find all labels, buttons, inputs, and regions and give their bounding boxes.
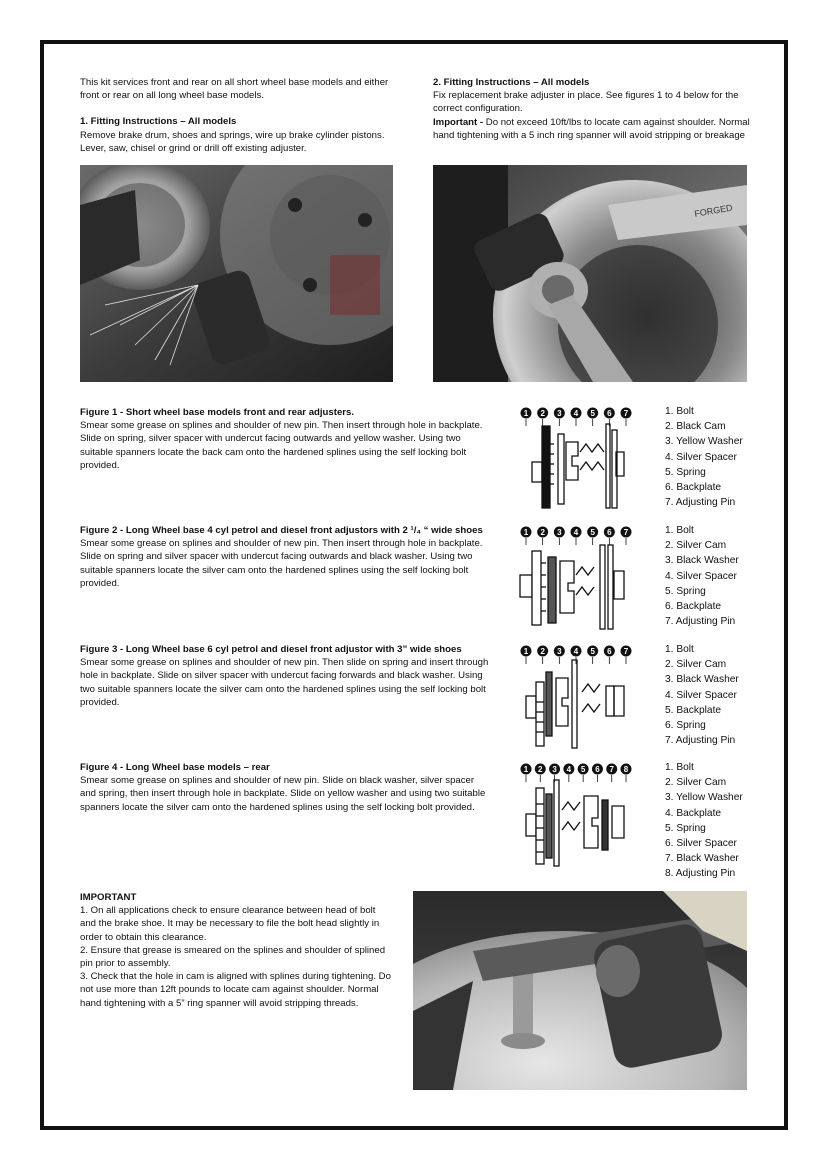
section2-important-label: Important - bbox=[433, 116, 484, 128]
figure-4-badge-number: 8 bbox=[623, 765, 629, 774]
figure-3-text bbox=[80, 643, 490, 709]
figure-2-legend-item: 7. Adjusting Pin bbox=[665, 616, 736, 628]
figure-4-badge-number: 7 bbox=[609, 765, 614, 774]
ratchet-photo bbox=[433, 165, 747, 382]
figure-1-legend-item: 2. Black Cam bbox=[665, 421, 726, 433]
figure-2-legend-item: 5. Spring bbox=[665, 585, 706, 597]
important-item-2: 2. Ensure that grease is smeared on the splines and shoulder of splined pin prior to assembly. bbox=[80, 944, 386, 970]
figure-2-legend-item: 2. Silver Cam bbox=[665, 540, 727, 552]
figure-2-text bbox=[80, 524, 490, 590]
figure-2-title: Figure 2 - Long Wheel base 4 cyl petrol and diesel front adjustors with 2 ¹/₄ “ wide shoes bbox=[80, 525, 483, 536]
figure-3-badge-number: 7 bbox=[623, 647, 629, 656]
figure-3-badge-number: 5 bbox=[590, 647, 595, 656]
figure-4-legend-item: 6. Silver Spacer bbox=[665, 838, 737, 850]
figure-4-badge-number: 6 bbox=[595, 765, 600, 774]
figure-4-badge-number: 4 bbox=[566, 765, 572, 774]
figure-3-badge-number: 2 bbox=[540, 647, 545, 656]
important-section bbox=[80, 891, 392, 1010]
figure-3-legend-item: 7. Adjusting Pin bbox=[665, 735, 736, 747]
section2-text bbox=[433, 76, 751, 142]
important-title: IMPORTANT bbox=[80, 892, 137, 903]
figure-2-number-badges bbox=[521, 527, 632, 546]
spanner-photo-image bbox=[413, 891, 747, 1090]
figure-3-diagram bbox=[514, 642, 644, 752]
figure-3-badge-number: 6 bbox=[607, 647, 612, 656]
ratchet-photo-image bbox=[433, 165, 747, 382]
figure-3-legend-item: 2. Silver Cam bbox=[665, 659, 727, 671]
figure-3-legend-item: 1. Bolt bbox=[665, 644, 694, 655]
figure-4-text bbox=[80, 761, 490, 814]
figure-1-legend bbox=[665, 404, 743, 510]
figure-4-diagram bbox=[514, 760, 644, 870]
section2-body: Fix replacement brake adjuster in place. See figures 1 to 4 below for the correct configuration. bbox=[433, 90, 739, 115]
figure-1-badge-number: 4 bbox=[573, 409, 579, 418]
figure-4-legend bbox=[665, 760, 743, 882]
figure-4-badge-number: 1 bbox=[523, 765, 529, 774]
figure-4-legend-item: 7. Black Washer bbox=[665, 853, 739, 865]
section2-title: 2. Fitting Instructions – All models bbox=[433, 77, 590, 88]
figure-2-legend-item: 6. Backplate bbox=[665, 601, 722, 613]
figure-3-badge-number: 1 bbox=[523, 647, 529, 656]
figure-1-diagram bbox=[514, 404, 644, 514]
figure-3-legend-item: 6. Spring bbox=[665, 720, 706, 732]
figure-1-legend-item: 6. Backplate bbox=[665, 482, 722, 494]
figure-2-badge-number: 3 bbox=[557, 528, 562, 537]
figure-3-legend-item: 4. Silver Spacer bbox=[665, 689, 737, 701]
figure-1-badge-number: 1 bbox=[523, 409, 529, 418]
intro-paragraph: This kit services front and rear on all short wheel base models and either front or rear on all long wheel base models. bbox=[80, 77, 389, 102]
figure-2-legend bbox=[665, 523, 739, 629]
figure-1-legend-item: 7. Adjusting Pin bbox=[665, 497, 736, 509]
figure-2-legend-item: 3. Black Washer bbox=[665, 555, 739, 567]
figure-1-number-badges bbox=[521, 408, 632, 427]
figure-2-badge-number: 7 bbox=[623, 528, 629, 537]
figure-3-title: Figure 3 - Long Wheel base 6 cyl petrol and diesel front adjustor with 3” wide shoes bbox=[80, 644, 462, 655]
figure-2-badge-number: 6 bbox=[607, 528, 612, 537]
figure-4-legend-item: 5. Spring bbox=[665, 822, 706, 834]
figure-1-badge-number: 7 bbox=[623, 409, 629, 418]
figure-2-legend-item: 1. Bolt bbox=[665, 525, 694, 536]
figure-4-badge-number: 5 bbox=[580, 765, 586, 774]
figure-1-legend-item: 5. Spring bbox=[665, 466, 706, 478]
grinder-photo bbox=[80, 165, 393, 382]
section1-body: Remove brake drum, shoes and springs, wire up brake cylinder pistons. Lever, saw, chisel or grind or drill off existing adjuster. bbox=[80, 129, 385, 154]
figure-3-legend bbox=[665, 642, 739, 748]
spanner-photo bbox=[413, 891, 747, 1090]
section2-important-body: Do not exceed 10ft/lbs to locate cam against shoulder. Normal hand tightening with a 5 inch ring spanner will avoid stripping or breakage bbox=[433, 116, 750, 141]
figure-2-badge-number: 2 bbox=[540, 528, 545, 537]
important-item-1: 1. On all applications check to ensure clearance between head of bolt and the brake shoe. It may be necessary to file the bolt head slightly in order to obtain this clearance. bbox=[80, 905, 380, 943]
figure-4-number-badges bbox=[521, 764, 632, 783]
figure-1-title: Figure 1 - Short wheel base models front and rear adjusters. bbox=[80, 407, 355, 418]
figure-1-legend-item: 4. Silver Spacer bbox=[665, 451, 737, 463]
figure-2-body: Smear some grease on splines and shoulder of new pin. Then insert through hole in backplate. Slide on spring and silver spacer with undercut facing outwards and black washer. Using two suitable spanners locate the silver cam onto the hardened splines using the self locking bolt provided. bbox=[80, 538, 483, 589]
figure-4-legend-item: 1. Bolt bbox=[665, 762, 694, 773]
figure-1-badge-number: 5 bbox=[590, 409, 595, 418]
figure-1-badge-number: 3 bbox=[557, 409, 562, 418]
intro-text bbox=[80, 76, 390, 155]
figure-2-badge-number: 1 bbox=[523, 528, 529, 537]
figure-4-badge-number: 3 bbox=[552, 765, 557, 774]
figure-1-text bbox=[80, 406, 490, 472]
figure-4-legend-item: 2. Silver Cam bbox=[665, 777, 727, 789]
figure-3-body: Smear some grease on splines and shoulder of new pin. Then slide on spring and insert through hole in backplate. Slide on silver spacer with undercut facing forwards and black washer. Using two suitable spanners locate the silver cam onto the hardened splines using the self locking bolt provided. bbox=[80, 657, 489, 708]
figure-4-legend-item: 8. Adjusting Pin bbox=[665, 868, 736, 880]
figure-4-badge-number: 2 bbox=[538, 765, 543, 774]
figure-2-diagram bbox=[514, 523, 644, 633]
figure-4-body: Smear some grease on splines and shoulder of new pin. Slide on black washer, silver spacer and spring, then insert through hole in backplate. Slide on yellow washer and using two suitable spanners locate the silver cam onto the hardened splines using the self locking bolt provided. bbox=[80, 775, 486, 813]
figure-3-legend-item: 5. Backplate bbox=[665, 704, 722, 716]
figure-1-badge-number: 2 bbox=[540, 409, 545, 418]
figure-2-badge-number: 4 bbox=[573, 528, 579, 537]
wrench-forged-label: FORGED bbox=[693, 202, 734, 219]
grinder-photo-image bbox=[80, 165, 393, 382]
figure-3-badge-number: 4 bbox=[573, 647, 579, 656]
figure-3-badge-number: 3 bbox=[557, 647, 562, 656]
figure-2-badge-number: 5 bbox=[590, 528, 595, 537]
figure-4-legend-item: 4. Backplate bbox=[665, 807, 722, 819]
figure-3-legend-item: 3. Black Washer bbox=[665, 674, 739, 686]
figure-4-title: Figure 4 - Long Wheel base models – rear bbox=[80, 762, 270, 773]
figure-2-legend-item: 4. Silver Spacer bbox=[665, 570, 737, 582]
figure-1-legend-item: 1. Bolt bbox=[665, 406, 694, 417]
figure-1-legend-item: 3. Yellow Washer bbox=[665, 436, 743, 448]
figure-3-number-badges bbox=[521, 646, 632, 665]
figure-1-body: Smear some grease on splines and shoulder of new pin. Then insert through hole in backplate. Slide on spring, silver spacer with undercut facing outwards and yellow washer. Using two suitable spanners locate the back cam onto the hardened splines using the self locking bolt provided. bbox=[80, 420, 483, 471]
figure-1-badge-number: 6 bbox=[607, 409, 612, 418]
important-item-3: 3. Check that the hole in cam is aligned with splines during tightening. Do not use more than 12ft pounds to locate cam against shoulder. Normal hand tightening with a 5” ring spanner will avoid stripping threads. bbox=[80, 971, 391, 1009]
section1-title: 1. Fitting Instructions – All models bbox=[80, 116, 237, 128]
figure-4-legend-item: 3. Yellow Washer bbox=[665, 792, 743, 804]
